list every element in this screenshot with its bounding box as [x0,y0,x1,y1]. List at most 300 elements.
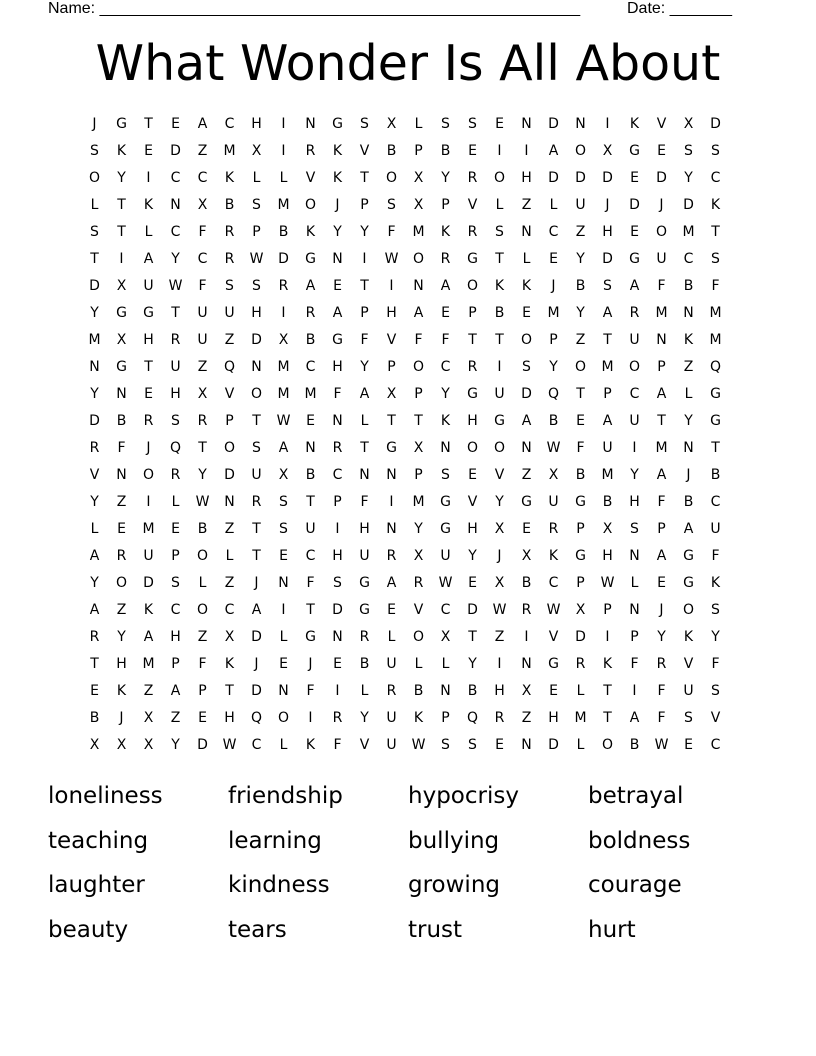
grid-letter: R [521,602,532,618]
grid-letter: L [171,494,180,510]
grid-letter: Y [171,737,180,753]
grid-letter: C [683,251,694,267]
grid-letter: K [224,656,235,672]
grid-letter: L [360,413,369,429]
grid-letter: P [549,332,558,348]
grid-letter: K [332,143,343,159]
grid-letter: R [629,305,640,321]
grid-letter: B [386,143,397,159]
grid-letter: G [359,575,370,591]
grid-letter: R [89,440,100,456]
grid-letter: R [440,251,451,267]
grid-letter: E [576,413,585,429]
grid-letter: G [521,494,532,510]
grid-letter: L [414,656,423,672]
grid-letter: G [440,521,451,537]
grid-letter: C [710,737,721,753]
grid-letter: O [88,170,101,186]
grid-letter: I [281,602,286,618]
grid-letter: N [683,440,694,456]
grid-letter: N [575,116,586,132]
grid-letter: I [281,116,286,132]
grid-letter: H [251,116,262,132]
grid-letter: U [305,521,316,537]
grid-letter: N [251,359,262,375]
grid-letter: R [386,548,397,564]
grid-letter: D [683,197,694,213]
word-bank-item: hypocrisy [408,783,519,809]
grid-letter: L [198,575,207,591]
grid-letter: G [683,548,694,564]
grid-letter: R [575,656,586,672]
grid-letter: D [89,278,100,294]
grid-letter: I [146,494,151,510]
grid-letter: X [386,116,397,132]
grid-letter: C [251,737,262,753]
grid-letter: R [224,224,235,240]
grid-letter: P [360,197,369,213]
grid-letter: M [277,359,290,375]
grid-letter: N [332,251,343,267]
grid-letter: R [170,332,181,348]
grid-letter: W [600,575,615,591]
grid-letter: Y [90,575,99,591]
grid-letter: W [195,494,210,510]
grid-letter: G [575,494,586,510]
grid-letter: N [521,116,532,132]
grid-letter: F [387,224,396,240]
grid-letter: A [332,305,343,321]
grid-letter: R [332,440,343,456]
grid-letter: U [224,305,235,321]
grid-letter: J [254,575,259,591]
grid-letter: X [116,278,127,294]
grid-letter: C [197,251,208,267]
grid-letter: T [117,224,126,240]
grid-letter: B [710,467,721,483]
grid-letter: M [277,197,290,213]
grid-letter: O [115,575,128,591]
grid-letter: I [335,521,340,537]
grid-letter: K [683,629,694,645]
word-bank-item: friendship [228,783,343,809]
grid-letter: F [306,683,315,699]
grid-letter: R [656,656,667,672]
grid-letter: R [224,251,235,267]
grid-letter: D [629,197,640,213]
grid-letter: R [305,143,316,159]
word-bank-item: betrayal [588,783,684,809]
grid-letter: X [143,737,154,753]
grid-letter: W [654,737,669,753]
grid-letter: K [440,224,451,240]
grid-letter: U [629,413,640,429]
grid-letter: L [225,548,234,564]
grid-letter: J [146,440,151,456]
grid-letter: F [711,656,720,672]
grid-letter: E [468,575,477,591]
grid-letter: N [440,440,451,456]
grid-letter: L [414,116,423,132]
grid-letter: L [144,224,153,240]
grid-letter: T [711,440,720,456]
grid-letter: I [389,494,394,510]
grid-letter: E [198,710,207,726]
header-line [48,0,748,20]
grid-letter: B [305,332,316,348]
grid-letter: T [360,440,369,456]
grid-letter: O [520,332,533,348]
grid-letter: E [387,602,396,618]
grid-letter: W [411,737,426,753]
grid-letter: Z [116,494,127,510]
grid-letter: O [250,386,263,402]
grid-letter: O [628,359,641,375]
grid-letter: S [711,683,720,699]
grid-letter: U [656,251,667,267]
grid-letter: Q [250,710,263,726]
grid-letter: C [305,548,316,564]
grid-letter: X [575,602,586,618]
grid-letter: G [683,575,694,591]
grid-letter: E [468,467,477,483]
grid-letter: Y [90,386,99,402]
grid-letter: A [656,467,667,483]
grid-letter: H [521,170,532,186]
grid-letter: D [251,683,262,699]
grid-letter: C [224,116,235,132]
grid-letter: I [497,359,502,375]
grid-letter: K [116,683,127,699]
grid-letter: R [278,278,289,294]
grid-letter: B [116,413,127,429]
grid-letter: N [656,332,667,348]
grid-letter: I [605,629,610,645]
grid-letter: X [521,548,532,564]
grid-letter: A [602,305,613,321]
grid-letter: F [117,440,126,456]
grid-letter: F [630,656,639,672]
grid-letter: E [495,737,504,753]
grid-letter: Q [223,359,236,375]
grid-letter: R [332,710,343,726]
grid-letter: Q [466,710,479,726]
grid-letter: N [278,683,289,699]
grid-letter: R [197,413,208,429]
grid-letter: N [440,683,451,699]
grid-letter: I [362,251,367,267]
grid-letter: A [656,548,667,564]
grid-letter: G [332,332,343,348]
grid-letter: N [305,440,316,456]
grid-letter: S [630,521,639,537]
grid-letter: Y [90,305,99,321]
grid-letter: O [277,710,290,726]
grid-letter: V [386,332,397,348]
grid-letter: Z [521,467,532,483]
grid-letter: N [305,116,316,132]
grid-letter: X [116,332,127,348]
grid-letter: O [655,224,668,240]
grid-letter: X [521,683,532,699]
grid-letter: B [440,143,451,159]
grid-letter: N [89,359,100,375]
grid-letter: C [197,170,208,186]
grid-letter: O [574,143,587,159]
grid-letter: R [359,629,370,645]
grid-letter: H [170,629,181,645]
grid-letter: K [440,413,451,429]
grid-letter: L [279,629,288,645]
grid-letter: G [116,305,127,321]
grid-letter: I [281,143,286,159]
grid-letter: W [384,251,399,267]
grid-letter: G [116,116,127,132]
grid-letter: A [521,413,532,429]
grid-letter: G [467,386,478,402]
grid-letter: S [252,440,261,456]
grid-letter: O [223,440,236,456]
grid-letter: L [441,656,450,672]
grid-letter: I [335,683,340,699]
grid-letter: R [305,305,316,321]
grid-letter: S [90,224,99,240]
grid-letter: M [655,440,668,456]
grid-letter: X [494,575,505,591]
grid-letter: A [251,602,262,618]
grid-letter: P [387,359,396,375]
grid-letter: M [304,386,317,402]
grid-letter: U [386,737,397,753]
grid-letter: P [225,413,234,429]
grid-letter: Y [90,494,99,510]
grid-letter: U [197,305,208,321]
grid-letter: Z [197,629,208,645]
grid-letter: N [278,575,289,591]
grid-letter: V [359,737,370,753]
grid-letter: Q [169,440,182,456]
grid-letter: A [143,629,154,645]
grid-letter: X [143,710,154,726]
grid-letter: G [467,251,478,267]
grid-letter: U [386,710,397,726]
grid-letter: F [333,386,342,402]
grid-letter: Y [630,467,639,483]
grid-letter: G [332,116,343,132]
grid-letter: Z [143,683,154,699]
grid-letter: E [333,278,342,294]
grid-letter: A [683,521,694,537]
grid-letter: F [306,575,315,591]
grid-letter: G [710,386,721,402]
grid-letter: E [495,116,504,132]
grid-letter: Z [494,629,505,645]
grid-letter: J [686,467,691,483]
grid-letter: U [251,467,262,483]
grid-letter: D [548,170,559,186]
grid-letter: W [222,737,237,753]
grid-letter: U [548,494,559,510]
name-field-label: Name: ______________________________________________________ [48,0,581,17]
grid-letter: A [386,575,397,591]
grid-letter: P [576,521,585,537]
grid-letter: M [601,359,614,375]
grid-letter: S [711,251,720,267]
grid-letter: A [89,602,100,618]
grid-letter: H [629,494,640,510]
grid-letter: O [493,440,506,456]
grid-letter: U [359,548,370,564]
grid-letter: I [632,683,637,699]
grid-letter: Y [360,359,369,375]
grid-letter: N [629,548,640,564]
grid-letter: Z [224,332,235,348]
grid-letter: H [170,386,181,402]
grid-letter: B [413,683,424,699]
grid-letter: A [359,386,370,402]
grid-letter: E [117,521,126,537]
grid-letter: N [332,629,343,645]
grid-letter: P [468,305,477,321]
grid-letter: S [441,737,450,753]
grid-letter: B [629,737,640,753]
grid-letter: N [521,656,532,672]
grid-letter: W [276,413,291,429]
grid-letter: T [198,440,207,456]
grid-letter: H [332,359,343,375]
grid-letter: M [601,467,614,483]
grid-letter: F [576,440,585,456]
grid-letter: K [683,332,694,348]
grid-letter: V [89,467,100,483]
grid-letter: J [254,656,259,672]
grid-letter: H [143,332,154,348]
grid-letter: D [602,251,613,267]
grid-letter: D [251,629,262,645]
grid-letter: F [657,683,666,699]
grid-letter: Q [709,359,722,375]
grid-letter: I [497,656,502,672]
grid-letter: A [548,143,559,159]
grid-letter: G [305,629,316,645]
grid-letter: Y [441,170,450,186]
grid-letter: U [440,548,451,564]
grid-letter: H [116,656,127,672]
grid-letter: B [359,656,370,672]
grid-letter: T [360,278,369,294]
grid-letter: W [168,278,183,294]
grid-letter: P [657,359,666,375]
grid-letter: L [576,683,585,699]
grid-letter: S [333,575,342,591]
grid-letter: G [143,305,154,321]
letter-grid [81,114,729,762]
grid-letter: Y [360,710,369,726]
grid-letter: D [656,170,667,186]
grid-letter: P [171,656,180,672]
grid-letter: M [709,332,722,348]
grid-letter: G [386,440,397,456]
grid-letter: N [116,386,127,402]
grid-letter: L [90,521,99,537]
grid-letter: S [684,143,693,159]
grid-letter: E [441,305,450,321]
grid-letter: D [575,170,586,186]
grid-letter: B [548,413,559,429]
grid-letter: F [360,332,369,348]
grid-letter: L [387,629,396,645]
grid-letter: D [602,170,613,186]
grid-letter: C [440,359,451,375]
word-bank-item: hurt [588,916,636,943]
grid-letter: M [412,494,425,510]
grid-letter: S [468,116,477,132]
grid-letter: C [170,224,181,240]
grid-letter: H [494,683,505,699]
grid-letter: S [603,278,612,294]
grid-letter: P [657,521,666,537]
grid-letter: F [711,278,720,294]
grid-letter: Y [657,629,666,645]
grid-letter: Y [198,467,207,483]
grid-letter: E [657,143,666,159]
grid-letter: P [333,494,342,510]
grid-letter: X [89,737,100,753]
grid-letter: P [360,305,369,321]
grid-letter: S [522,359,531,375]
grid-letter: B [494,305,505,321]
grid-letter: C [440,602,451,618]
grid-letter: E [279,548,288,564]
word-bank-item: learning [228,827,322,854]
grid-letter: E [630,224,639,240]
grid-letter: S [468,737,477,753]
grid-letter: X [197,197,208,213]
grid-letter: M [142,656,155,672]
grid-letter: E [90,683,99,699]
grid-letter: L [522,251,531,267]
grid-letter: G [494,413,505,429]
grid-letter: O [493,170,506,186]
grid-letter: E [144,143,153,159]
grid-letter: M [412,224,425,240]
grid-letter: S [252,278,261,294]
grid-letter: M [682,224,695,240]
grid-letter: I [119,251,124,267]
grid-letter: S [711,602,720,618]
grid-letter: W [249,251,264,267]
grid-letter: Z [116,602,127,618]
grid-letter: M [223,143,236,159]
grid-letter: L [90,197,99,213]
grid-letter: S [441,467,450,483]
grid-letter: G [548,656,559,672]
grid-letter: P [252,224,261,240]
grid-letter: R [467,224,478,240]
grid-letter: D [224,467,235,483]
grid-letter: B [467,683,478,699]
grid-letter: P [441,710,450,726]
grid-letter: M [655,305,668,321]
grid-letter: L [576,737,585,753]
grid-letter: S [171,575,180,591]
grid-letter: D [332,602,343,618]
grid-letter: H [224,710,235,726]
grid-letter: Y [576,251,585,267]
grid-letter: N [521,224,532,240]
grid-letter: O [142,467,155,483]
grid-letter: K [494,278,505,294]
